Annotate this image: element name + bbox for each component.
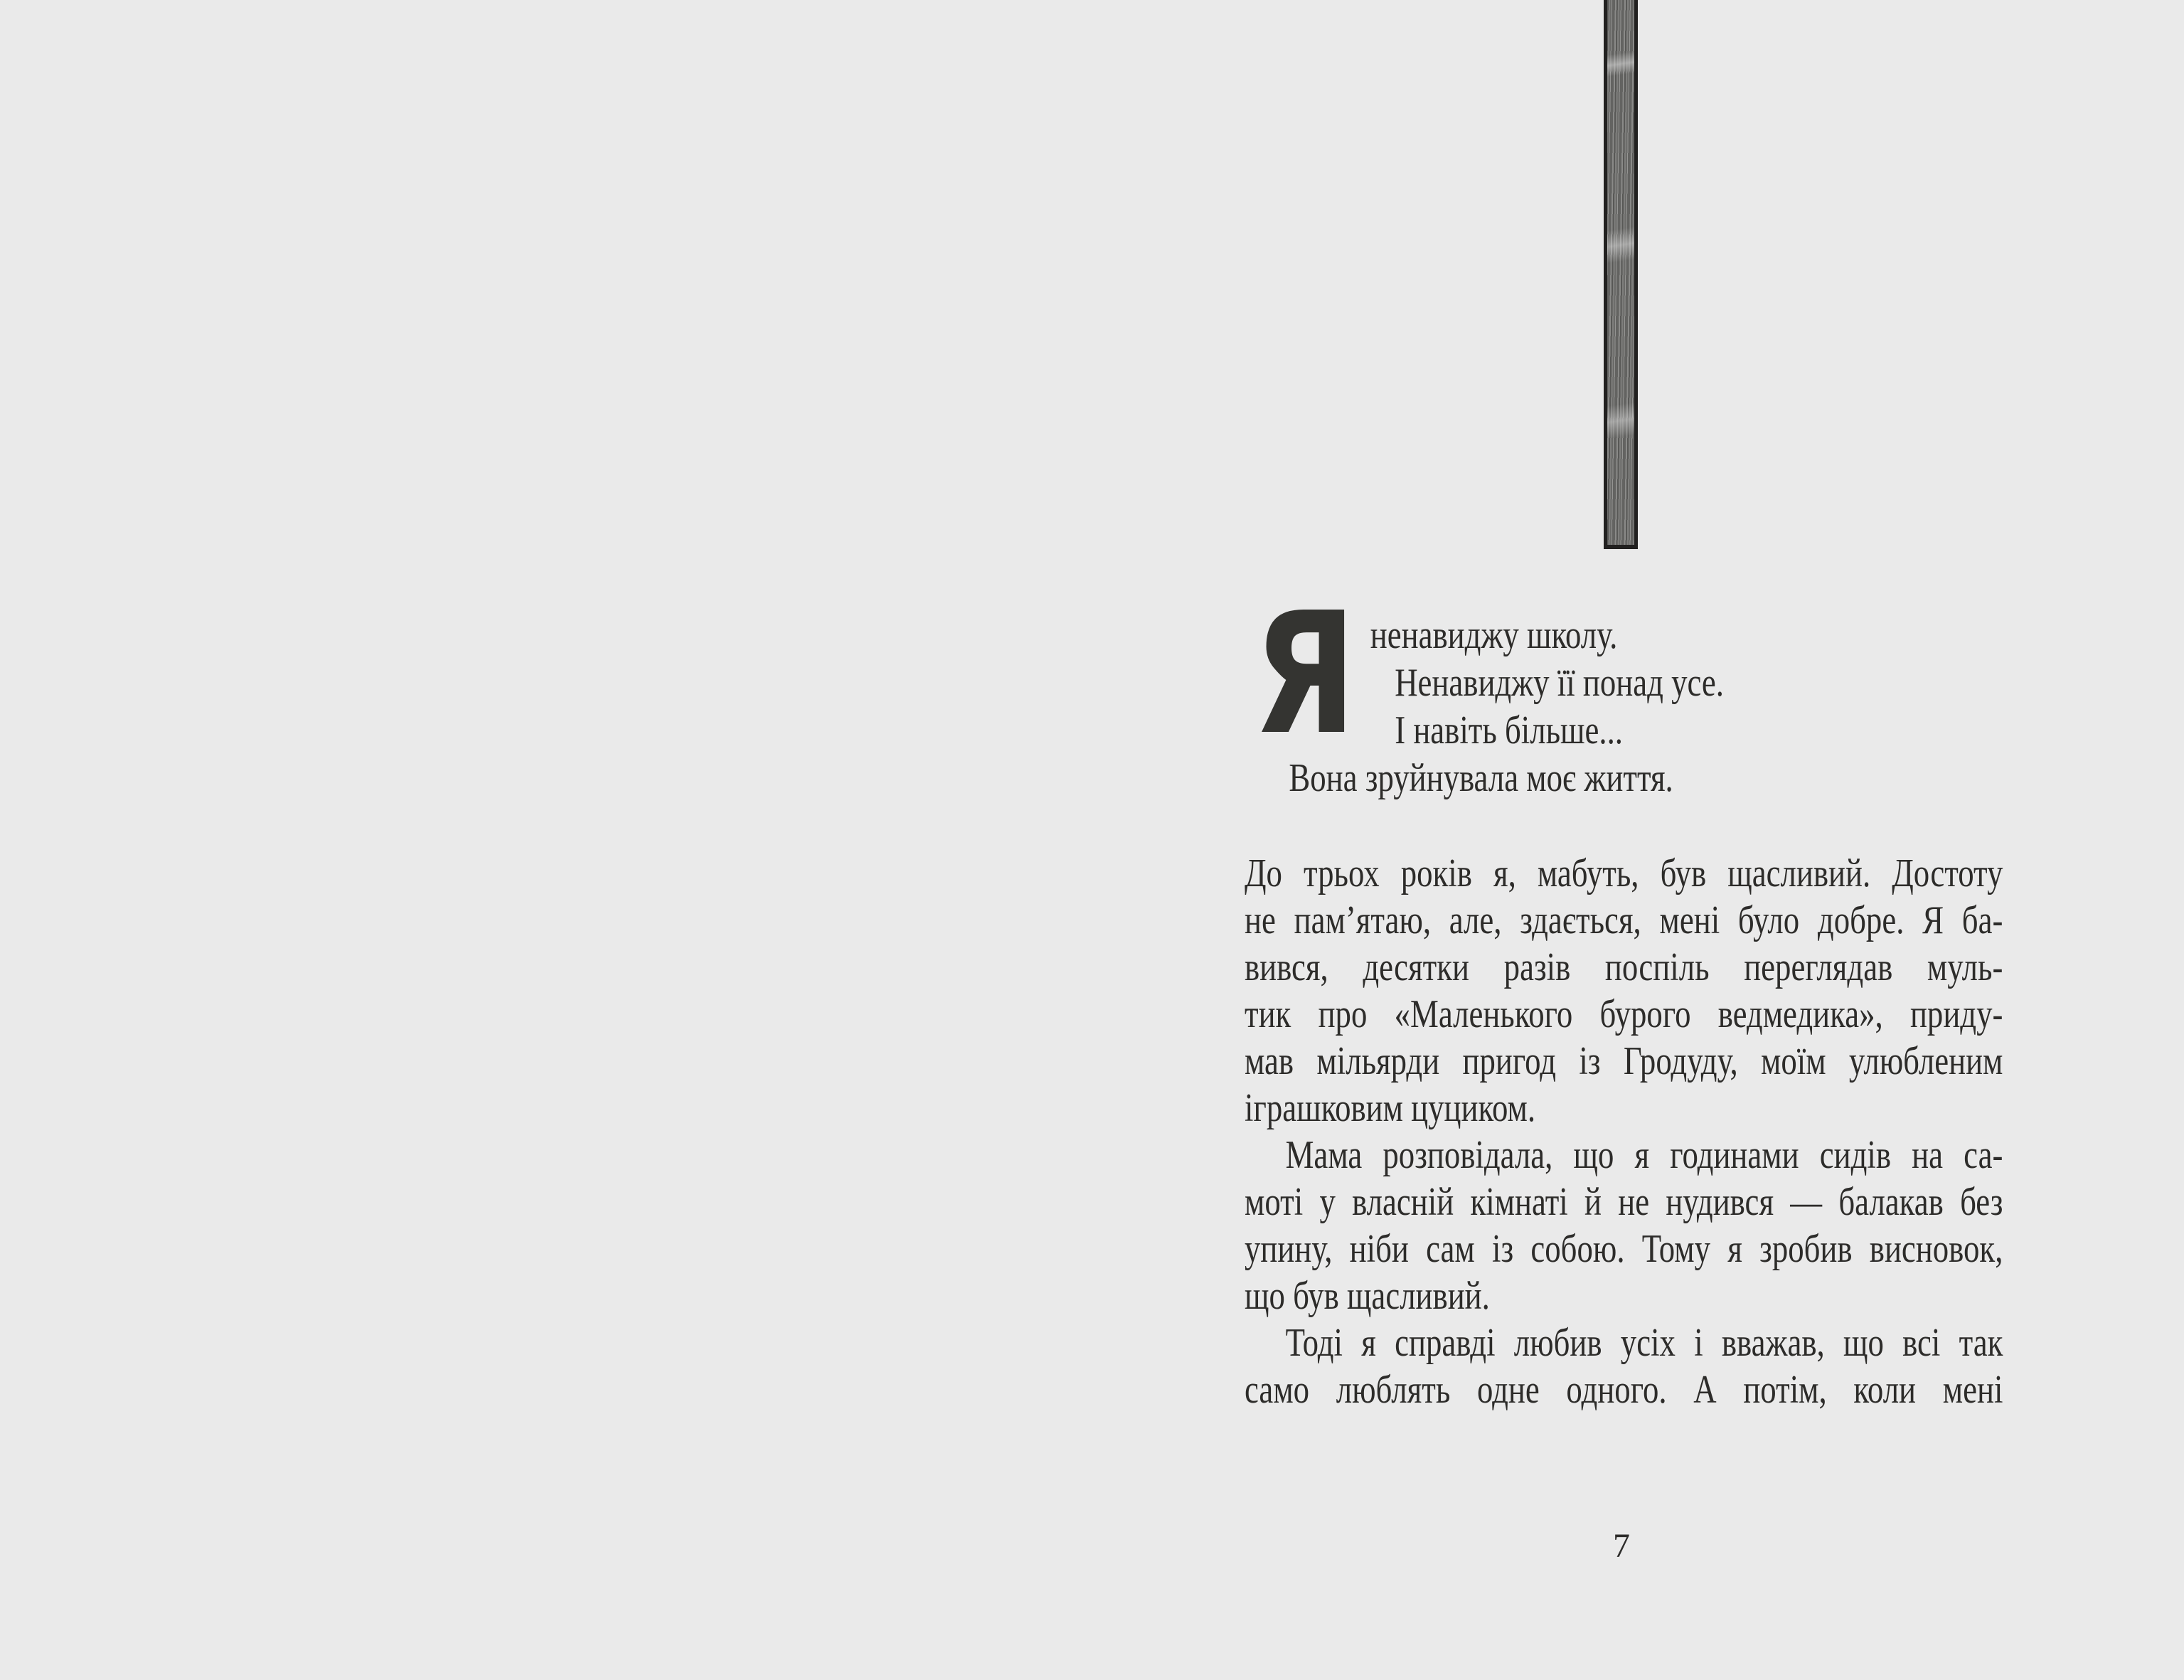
text-line: що був щасливий. [1245, 1274, 1490, 1318]
text-line: мав мільярди пригод із Гродуду, моїм улюбленим [1245, 1039, 2003, 1083]
paragraph [1245, 1132, 2003, 1319]
text-line: вився, десятки разів поспіль переглядав муль- [1245, 945, 2003, 989]
chapter-opening [1245, 576, 2041, 802]
text-line: Мама розповідала, що я годинами сидів на са- [1285, 1133, 2003, 1177]
paragraph [1245, 850, 2003, 1132]
text-line: не пам’ятаю, але, здається, мені було добре. Я ба- [1245, 898, 2003, 942]
paragraph [1245, 1319, 2003, 1413]
opening-line: І навіть більше... [1395, 708, 1623, 753]
text-line: тик про «Маленького бурого ведмедика», приду- [1245, 992, 2003, 1036]
page-number: 7 [1613, 1527, 1630, 1565]
text-line: Тоді я справді любив усіх і вважав, що всі так [1285, 1321, 2003, 1365]
opening-line: Ненавиджу її понад усе. [1395, 661, 1725, 705]
text-line: само люблять одне одного. А потім, коли мені [1245, 1368, 2003, 1412]
text-line: моті у власній кімнаті й не нудився — балакав без [1245, 1180, 2003, 1224]
text-line: До трьох років я, мабуть, був щасливий. Достоту [1245, 851, 2003, 895]
text-line: іграшковим цуциком. [1245, 1086, 1536, 1130]
text-line: упину, ніби сам із собою. Тому я зробив висновок, [1245, 1227, 2003, 1271]
body-text [1245, 850, 2003, 1413]
opening-line: Вона зруйнувала моє життя. [1289, 756, 1673, 800]
drop-cap: Я [1253, 576, 1357, 772]
opening-line: ненавиджу школу. [1370, 613, 1618, 657]
wooden-stick-illustration [1604, 0, 1638, 549]
